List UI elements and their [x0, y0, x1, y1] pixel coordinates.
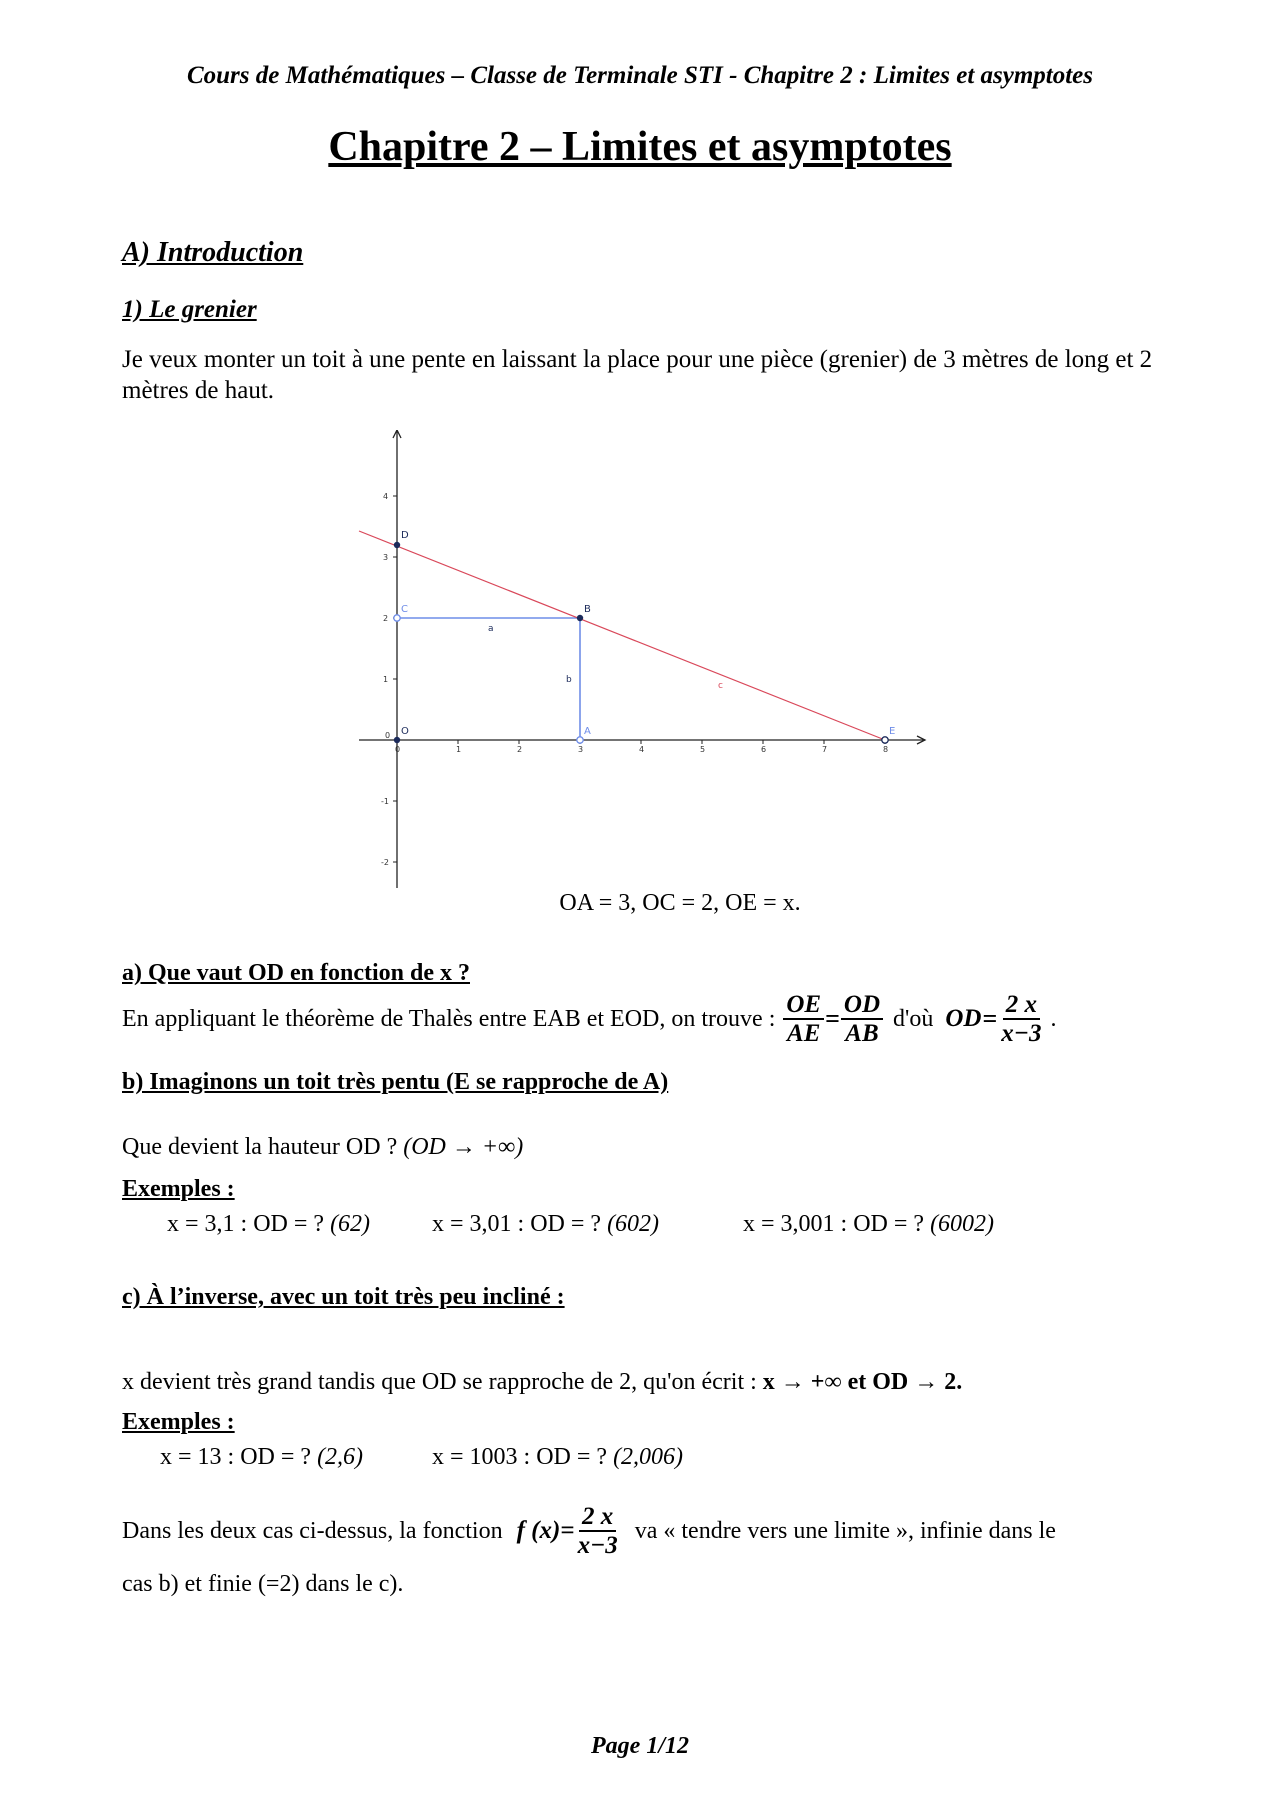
y-tick-label: -2	[381, 858, 389, 867]
label-segment-b: b	[566, 675, 572, 685]
example-question: x = 3,001 : OD = ?	[743, 1211, 925, 1237]
part-b-example	[743, 1211, 994, 1238]
conclusion-before: Dans les deux cas ci-dessus, la fonction	[122, 1517, 503, 1544]
x-tick-label: 0	[395, 745, 401, 754]
example-answer: (602)	[607, 1211, 660, 1237]
y-tick-label: 1	[383, 675, 389, 684]
point-c	[394, 615, 400, 621]
part-b-question-line	[122, 1134, 523, 1161]
period: .	[1050, 1005, 1057, 1032]
example-answer: (6002)	[930, 1211, 995, 1237]
part-a-title: a) Que vaut OD en fonction de x ?	[122, 960, 470, 986]
example-answer: (2,006)	[613, 1444, 684, 1470]
fraction-denominator: x−3	[1001, 1020, 1042, 1047]
example-question: x = 13 : OD = ?	[160, 1444, 312, 1470]
label-segment-c: c	[718, 681, 723, 691]
x-tick-label: 3	[578, 745, 584, 754]
part-b-title: b) Imaginons un toit très pentu (E se rapproche de A)	[122, 1069, 669, 1095]
part-b-question: Que devient la hauteur OD ?	[122, 1134, 398, 1160]
page-title: Chapitre 2 – Limites et asymptotes	[328, 124, 952, 170]
part-c-text: x devient très grand tandis que OD se rapproche de 2, qu'on écrit :	[122, 1369, 757, 1395]
label-segment-a: a	[488, 624, 494, 634]
x-tick-label: 5	[700, 745, 706, 754]
part-c-text-line	[122, 1369, 962, 1396]
fraction-numerator: OD	[841, 991, 883, 1020]
segment-c	[359, 531, 885, 740]
running-header: Cours de Mathématiques – Classe de Terminale STI - Chapitre 2 : Limites et asymptotes	[186, 62, 1094, 89]
point-a	[577, 737, 583, 743]
dou-text: d'où	[893, 1005, 934, 1032]
x-tick-label: 2	[517, 745, 523, 754]
y-tick-label: 4	[383, 492, 389, 501]
label-b: B	[584, 604, 591, 615]
grenier-figure	[355, 430, 935, 890]
figure-caption: OA = 3, OC = 2, OE = x.	[559, 890, 801, 916]
conclusion-line-1	[122, 1503, 1182, 1559]
fraction-denominator: AE	[787, 1020, 821, 1047]
part-b-answer: (OD → +∞)	[403, 1134, 524, 1160]
fraction-od-ab	[841, 991, 883, 1047]
label-a: A	[584, 726, 591, 737]
label-c: C	[401, 604, 408, 615]
part-b-example	[167, 1211, 370, 1238]
y-tick-label: 2	[383, 614, 389, 623]
function-label: f (x)=	[516, 1517, 575, 1544]
x-tick-label: 7	[822, 745, 828, 754]
fraction-oe-ae	[783, 991, 824, 1047]
example-question: x = 1003 : OD = ?	[432, 1444, 608, 1470]
part-c-example	[160, 1444, 363, 1471]
example-question: x = 3,1 : OD = ?	[167, 1211, 325, 1237]
x-tick-label: 8	[883, 745, 889, 754]
part-c-result: x → +∞ et OD → 2.	[762, 1369, 963, 1395]
label-o: O	[401, 726, 409, 737]
od-label: OD	[945, 1005, 982, 1032]
y-tick-label: 3	[383, 553, 389, 562]
label-d: D	[401, 530, 409, 541]
part-b-example	[432, 1211, 659, 1238]
fraction-2x-over-x-minus-3	[998, 991, 1044, 1047]
fraction-2x-over-x-minus-3	[575, 1503, 621, 1559]
label-e: E	[889, 726, 896, 737]
example-answer: (62)	[330, 1211, 371, 1237]
conclusion-line-2: cas b) et finie (=2) dans le c).	[122, 1571, 404, 1597]
part-c-example	[432, 1444, 683, 1471]
fraction-numerator: 2 x	[579, 1503, 616, 1532]
fraction-denominator: x−3	[577, 1532, 618, 1559]
point-e	[882, 737, 888, 743]
thales-text: En appliquant le théorème de Thalès entre EAB et EOD, on trouve :	[122, 1005, 776, 1032]
example-answer: (2,6)	[317, 1444, 364, 1470]
point-b	[577, 615, 583, 621]
x-tick-label: 4	[639, 745, 645, 754]
y-tick-label: 0	[385, 731, 391, 740]
equals-sign: =	[825, 1004, 840, 1033]
point-o	[394, 737, 400, 743]
fraction-denominator: AB	[845, 1020, 879, 1047]
conclusion-after: va « tendre vers une limite », infinie dans le	[634, 1517, 1056, 1544]
fraction-numerator: 2 x	[1003, 991, 1040, 1020]
equals-sign: =	[982, 1004, 998, 1033]
y-tick-label: -1	[381, 797, 389, 806]
page-number: Page 1/12	[591, 1733, 689, 1759]
fraction-numerator: OE	[783, 991, 824, 1020]
point-d	[394, 542, 400, 548]
intro-paragraph: Je veux monter un toit à une pente en laissant la place pour une pièce (grenier) de 3 mètres de long et 2 mètres de haut.	[122, 346, 1153, 404]
part-b-examples-label: Exemples :	[122, 1176, 235, 1202]
x-tick-label: 1	[456, 745, 462, 754]
part-c-title: c) À l’inverse, avec un toit très peu incliné :	[122, 1284, 565, 1310]
section-title-introduction: A) Introduction	[122, 237, 304, 268]
example-question: x = 3,01 : OD = ?	[432, 1211, 602, 1237]
subsection-title-grenier: 1) Le grenier	[122, 296, 257, 323]
thales-line	[122, 991, 1056, 1047]
x-tick-label: 6	[761, 745, 767, 754]
part-c-examples-label: Exemples :	[122, 1409, 235, 1435]
